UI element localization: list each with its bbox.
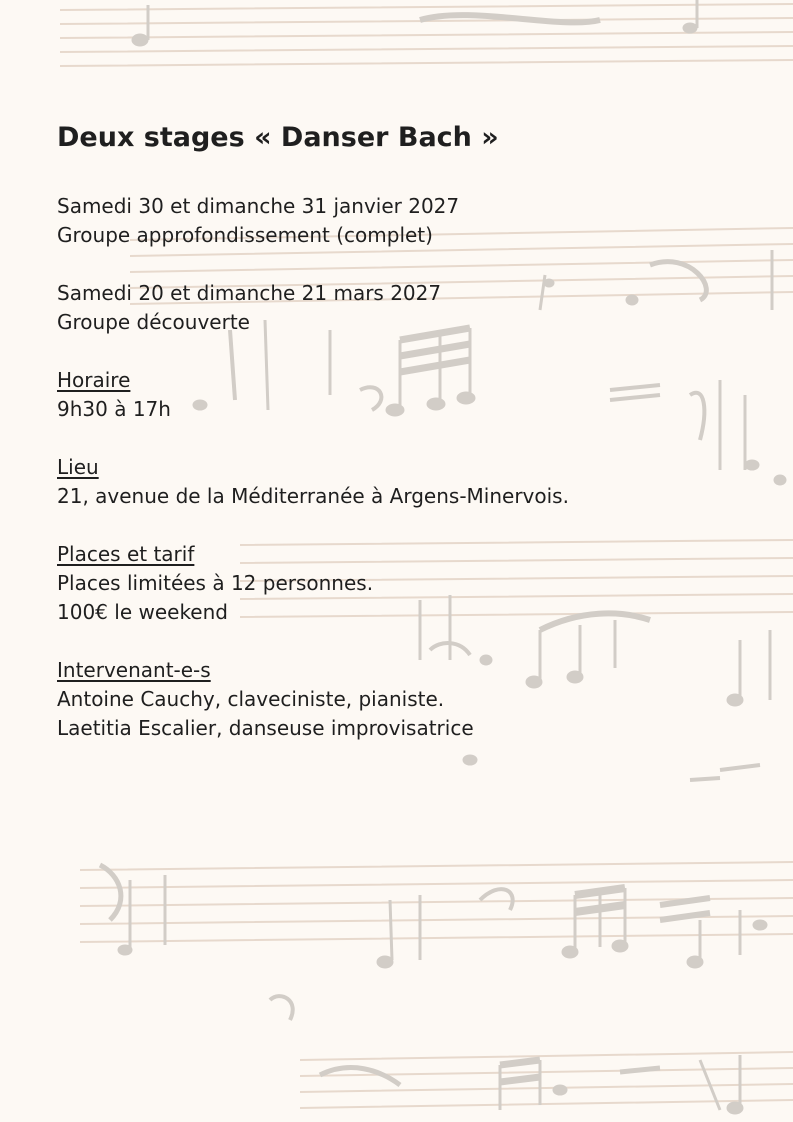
- speaker-item: Antoine Cauchy, claveciniste, pianiste.: [57, 687, 445, 711]
- session-group: Groupe découverte: [57, 310, 250, 334]
- speaker-item: Laetitia Escalier, danseuse improvisatrice: [57, 716, 474, 740]
- schedule-heading: Horaire: [57, 368, 131, 392]
- session-dates: Samedi 20 et dimanche 21 mars 2027: [57, 281, 442, 305]
- venue-section: [57, 453, 757, 511]
- venue-value: 21, avenue de la Méditerranée à Argens-Minervois.: [57, 484, 569, 508]
- session-january: [57, 192, 757, 250]
- pricing-places: Places limitées à 12 personnes.: [57, 571, 374, 595]
- pricing-heading: Places et tarif: [57, 542, 195, 566]
- session-march: [57, 279, 757, 337]
- session-dates: Samedi 30 et dimanche 31 janvier 2027: [57, 194, 460, 218]
- schedule-value: 9h30 à 17h: [57, 397, 171, 421]
- flyer-content: [57, 118, 757, 772]
- speakers-section: [57, 656, 757, 743]
- pricing-section: [57, 540, 757, 627]
- page-title: Deux stages « Danser Bach »: [57, 122, 499, 153]
- venue-heading: Lieu: [57, 455, 99, 479]
- session-group: Groupe approfondissement (complet): [57, 223, 433, 247]
- schedule-section: [57, 366, 757, 424]
- pricing-price: 100€ le weekend: [57, 600, 228, 624]
- speakers-heading: Intervenant-e-s: [57, 658, 211, 682]
